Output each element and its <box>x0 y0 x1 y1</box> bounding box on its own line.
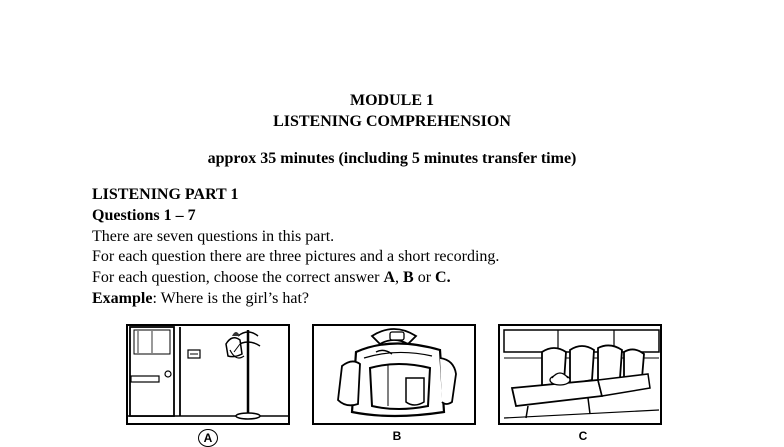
answer-c-label: C. <box>435 269 451 286</box>
option-c-label: C <box>578 429 588 443</box>
option-b-label: B <box>392 429 402 443</box>
instruction-line-3-text: For each question, choose the correct answer <box>92 269 384 286</box>
answer-a-label: A <box>383 269 396 286</box>
answer-b-label: B <box>403 269 414 286</box>
questions-range: Questions 1 – 7 <box>92 207 196 224</box>
example-label: Example <box>92 290 153 307</box>
part-title: LISTENING PART 1 <box>92 186 239 203</box>
duration-text: approx 35 minutes (including 5 minutes transfer time) <box>207 150 577 167</box>
instruction-line-2: For each question there are three pictures and a short recording. <box>92 248 500 265</box>
module-title: MODULE 1 <box>350 92 434 109</box>
picture-a-door-coat-stand <box>126 322 291 426</box>
separator-1: , <box>395 269 404 286</box>
instruction-line-3 <box>92 269 451 287</box>
picture-c-bus-seats <box>498 322 666 426</box>
instruction-line-1: There are seven questions in this part. <box>92 228 335 245</box>
separator-2: or <box>413 269 436 286</box>
section-title: LISTENING COMPREHENSION <box>273 113 511 130</box>
option-a-label: A <box>198 429 218 447</box>
picture-b-backpack <box>312 322 477 426</box>
example-question: : Where is the girl’s hat? <box>152 290 309 307</box>
example-line <box>92 290 309 308</box>
